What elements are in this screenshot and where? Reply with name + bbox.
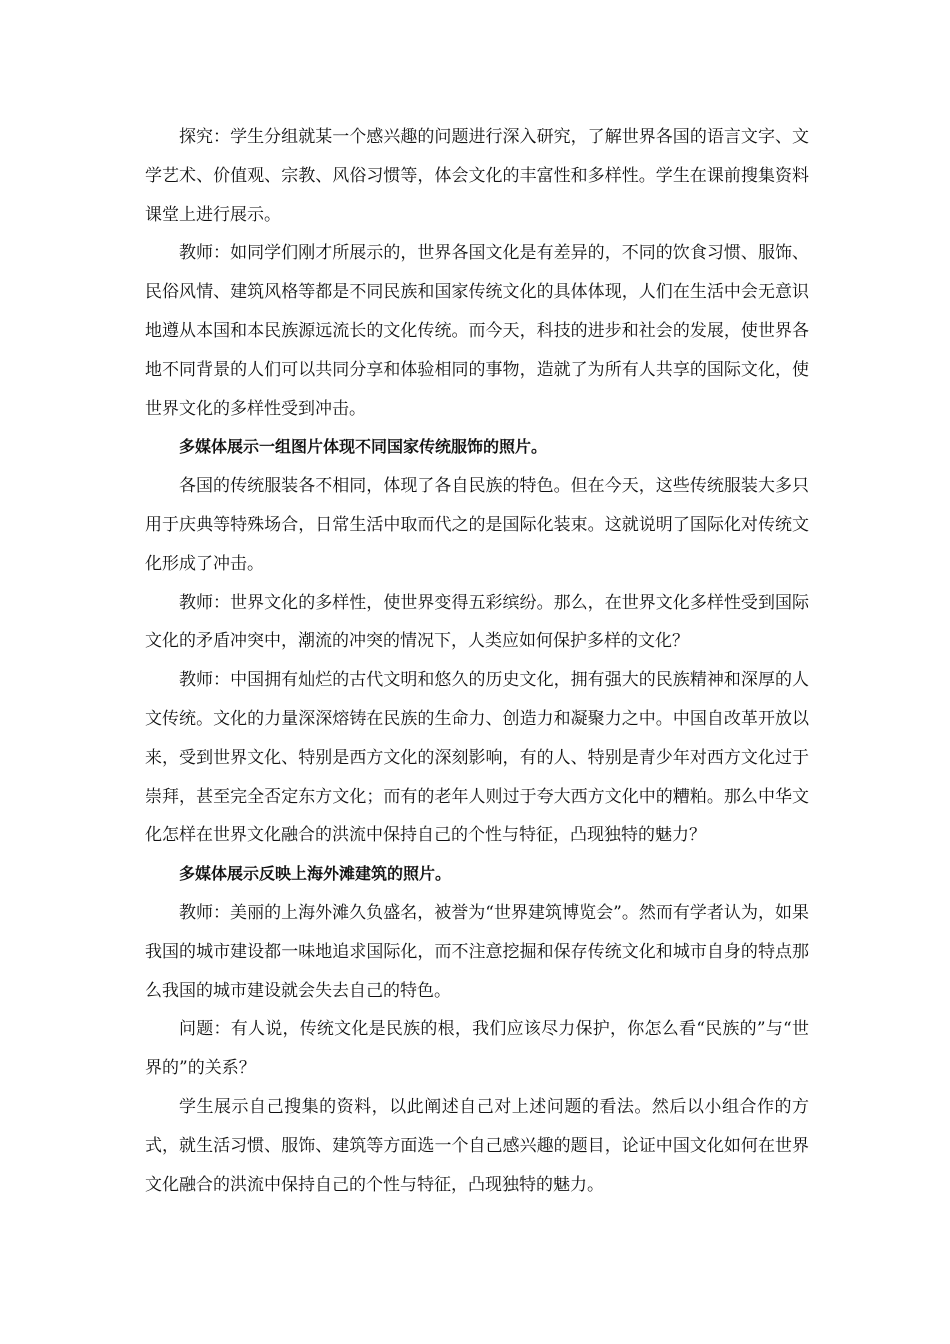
- paragraph-teacher-diversity: 教师：如同学们刚才所展示的，世界各国文化是有差异的，不同的饮食习惯、服饰、民俗风情、建筑风格等都是不同民族和国家传统文化的具体体现，人们在生活中会无意识地遵从本国和本民族源远流长的文化传统。而今天，科技的进步和社会的发展，使世界各地不同背景的人们可以共同分享和体验相同的事物，造就了为所有人共享的国际文化，使世界文化的多样性受到冲击。: [145, 243, 809, 419]
- paragraph-inquiry: 探究：学生分组就某一个感兴趣的问题进行深入研究，了解世界各国的语言文字、文学艺术、价值观、宗教、风俗习惯等，体会文化的丰富性和多样性。学生在课前搜集资料课堂上进行展示。: [145, 127, 809, 225]
- paragraph-teacher-protect: 教师：世界文化的多样性，使世界变得五彩缤纷。那么，在世界文化多样性受到国际文化的矛盾冲突中，潮流的冲突的情况下，人类应如何保护多样的文化？: [145, 592, 809, 652]
- paragraph-costumes: 各国的传统服装各不相同，体现了各自民族的特色。但在今天，这些传统服装大多只用于庆典等特殊场合，日常生活中取而代之的是国际化装束。这就说明了国际化对传统文化形成了冲击。: [145, 476, 809, 574]
- paragraph-multimedia-bund: 多媒体展示反映上海外滩建筑的照片。: [179, 864, 452, 884]
- paragraph-multimedia-costumes: 多媒体展示一组图片体现不同国家传统服饰的照片。: [179, 437, 548, 457]
- paragraph-teacher-bund: 教师：美丽的上海外滩久负盛名，被誉为“世界建筑博览会”。然而有学者认为，如果我国的城市建设都一味地追求国际化，而不注意挖掘和保存传统文化和城市自身的特点那么我国的城市建设就会失去自己的特色。: [145, 902, 809, 1001]
- paragraph-teacher-china: 教师：中国拥有灿烂的古代文明和悠久的历史文化，拥有强大的民族精神和深厚的人文传统。文化的力量深深熔铸在民族的生命力、创造力和凝聚力之中。中国自改革开放以来，受到世界文化、特别是西方文化的深刻影响，有的人、特别是青少年对西方文化过于崇拜，甚至完全否定东方文化；而有的老年人则过于夸大西方文化中的糟粕。那么中华文化怎样在世界文化融合的洪流中保持自己的个性与特征，凸现独特的魅力？: [145, 670, 809, 846]
- paragraph-student-activity: 学生展示自己搜集的资料，以此阐述自己对上述问题的看法。然后以小组合作的方式，就生活习惯、服饰、建筑等方面选一个自己感兴趣的题目，论证中国文化如何在世界文化融合的洪流中保持自己的个性与特征，凸现独特的魅力。: [145, 1096, 809, 1195]
- document-body: [145, 118, 809, 1204]
- paragraph-question: 问题：有人说，传统文化是民族的根，我们应该尽力保护，你怎么看“民族的”与“世界的”的关系？: [145, 1019, 809, 1079]
